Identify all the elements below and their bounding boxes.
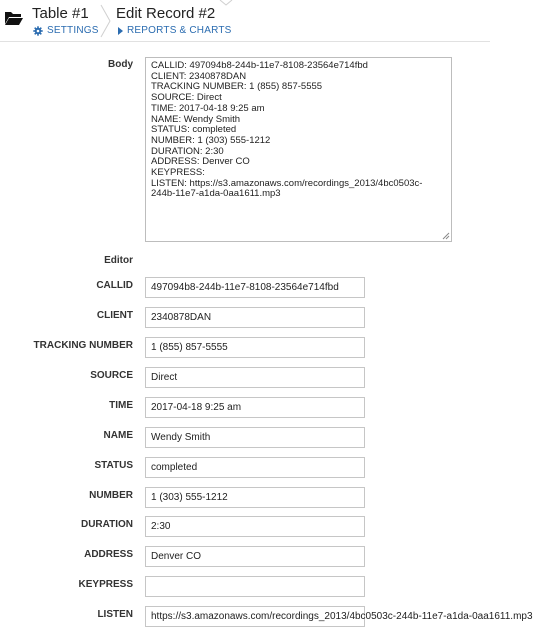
top-notch-icon xyxy=(220,0,232,6)
body-line: TIME: 2017-04-18 9:25 am xyxy=(151,102,265,114)
body-label: Body xyxy=(108,59,133,70)
body-line: CLIENT: 2340878DAN xyxy=(151,70,247,82)
time-label: TIME xyxy=(109,400,133,411)
client-label: CLIENT xyxy=(96,310,133,321)
duration-label: DURATION xyxy=(80,519,133,530)
source-field[interactable]: Direct xyxy=(145,367,365,388)
table-title[interactable]: Table #1 xyxy=(32,5,89,22)
header-divider xyxy=(0,41,490,42)
body-line: NUMBER: 1 (303) 555-1212 xyxy=(151,134,271,146)
editor-label: Editor xyxy=(104,255,133,266)
record-title[interactable]: Edit Record #2 xyxy=(116,5,216,22)
body-line: DURATION: 2:30 xyxy=(151,145,224,157)
listen-field[interactable]: https://s3.amazonaws.com/recordings_2013/4bc0503c-244b-11e7-a1da-0aa1611.mp3 xyxy=(145,606,365,627)
time-field[interactable]: 2017-04-18 9:25 am xyxy=(145,397,365,418)
tracking-number-label: TRACKING NUMBER xyxy=(33,340,133,351)
breadcrumb-separator xyxy=(100,4,112,38)
caret-right-icon xyxy=(118,27,123,35)
resize-handle-icon[interactable] xyxy=(442,232,450,240)
address-field[interactable]: Denver CO xyxy=(145,546,365,567)
body-line: SOURCE: Direct xyxy=(151,92,222,104)
keypress-field[interactable] xyxy=(145,576,365,597)
body-textarea[interactable] xyxy=(145,57,452,242)
reports-charts-link[interactable] xyxy=(118,25,232,36)
tracking-number-field[interactable]: 1 (855) 857-5555 xyxy=(145,337,365,358)
gear-icon xyxy=(33,26,43,36)
body-line: NAME: Wendy Smith xyxy=(151,113,241,125)
listen-label: LISTEN xyxy=(97,609,133,620)
body-line: CALLID: 497094b8-244b-11e7-8108-23564e714fbd xyxy=(151,60,368,71)
body-line: ADDRESS: Denver CO xyxy=(151,156,250,168)
settings-label: SETTINGS xyxy=(47,25,99,36)
settings-link[interactable] xyxy=(33,25,99,36)
body-line: 244b-11e7-a1da-0aa1611.mp3 xyxy=(151,188,281,200)
status-field[interactable]: completed xyxy=(145,457,365,478)
client-field[interactable]: 2340878DAN xyxy=(145,307,365,328)
folder-open-icon xyxy=(4,10,24,26)
top-bar xyxy=(0,0,490,42)
body-line: TRACKING NUMBER: 1 (855) 857-5555 xyxy=(151,81,323,93)
source-label: SOURCE xyxy=(90,370,133,381)
number-field[interactable]: 1 (303) 555-1212 xyxy=(145,487,365,508)
callid-label: CALLID xyxy=(96,280,133,291)
name-label: NAME xyxy=(103,430,133,441)
status-label: STATUS xyxy=(94,460,133,471)
callid-field[interactable]: 497094b8-244b-11e7-8108-23564e714fbd xyxy=(145,277,365,298)
address-label: ADDRESS xyxy=(84,549,133,560)
duration-field[interactable]: 2:30 xyxy=(145,516,365,537)
reports-label: REPORTS & CHARTS xyxy=(127,25,232,36)
body-line: LISTEN: https://s3.amazonaws.com/recordings_2013/4bc0503c- xyxy=(151,177,423,189)
keypress-label: KEYPRESS xyxy=(78,579,133,590)
number-label: NUMBER xyxy=(89,490,133,501)
name-field[interactable]: Wendy Smith xyxy=(145,427,365,448)
body-line: KEYPRESS: xyxy=(151,167,205,179)
body-line: STATUS: completed xyxy=(151,124,237,136)
